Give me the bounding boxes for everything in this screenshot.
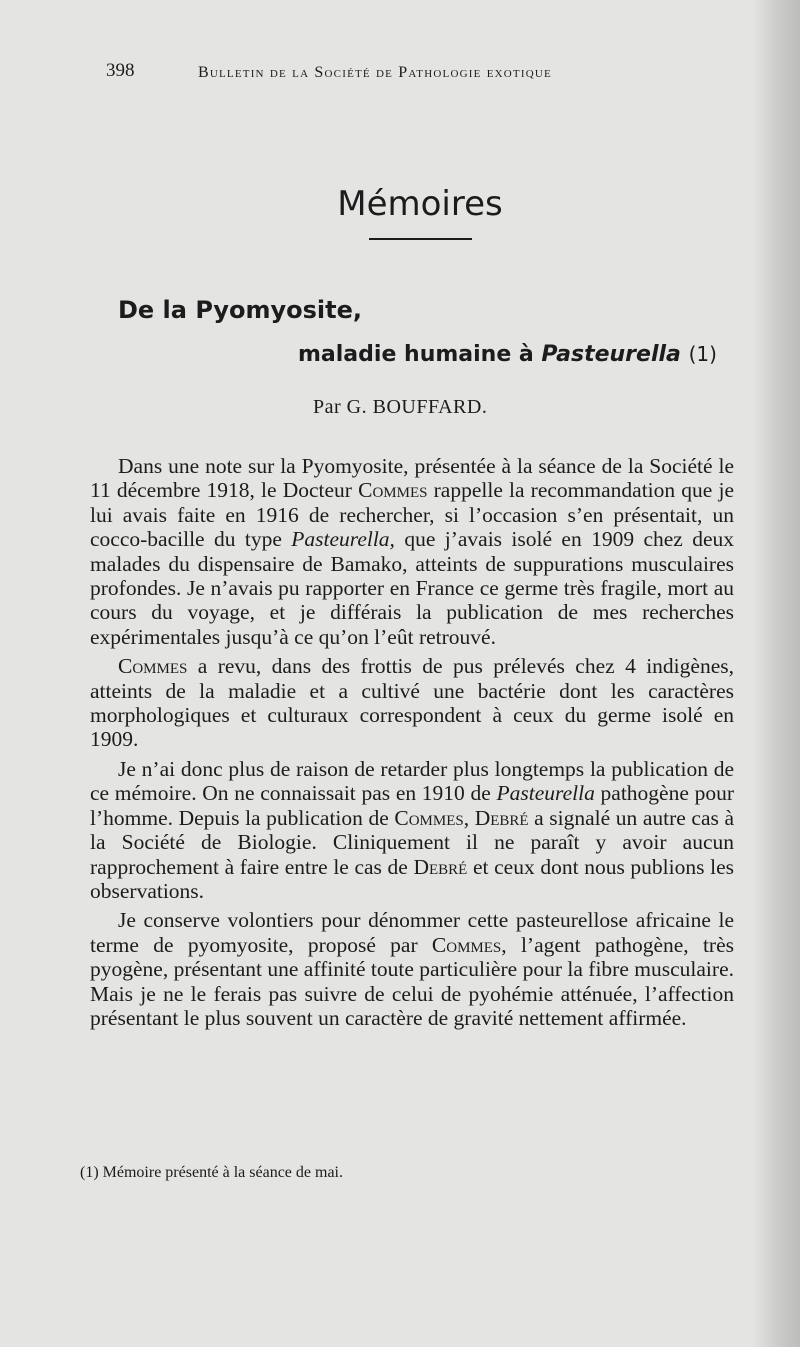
text-run: rappelle la recommandation que je lui avais faite en 1916 de rechercher, si l’occasion s’en présentait, un cocco-bacille du type: [90, 478, 734, 552]
footnote: (1) Mémoire présenté à la séance de mai.: [80, 1164, 343, 1181]
author-name: Debré: [413, 854, 468, 879]
text-run: a revu, dans des frottis de pus prélevés chez 4 indigènes, atteints de la maladie et a cultivé une bactérie dont les caractères morphologiques et culturaux correspondent à ceux du germe isolé en 1909.: [90, 654, 734, 752]
byline: Par G. BOUFFARD.: [313, 396, 488, 418]
title-rule: [369, 238, 472, 240]
author-name: Commes,: [431, 932, 507, 957]
text-run: Je conserve volontiers pour dénommer cette pasteurellose africaine le terme de pyomyosite, proposé par: [90, 908, 734, 957]
article-title-prefix: maladie humaine à: [298, 342, 542, 367]
text-run: et ceux dont nous publions les observations.: [90, 854, 735, 903]
page-number: 398: [106, 60, 135, 81]
article-body: [90, 454, 734, 1035]
footnote-ref: (1): [688, 342, 717, 366]
text-run: Je n’ai donc plus de raison de retarder plus longtemps la publication de ce mémoire. On ne connaissait pas en 1910 de: [90, 756, 734, 806]
paragraph-4: [90, 908, 734, 1030]
paragraph-3: [90, 757, 734, 903]
genus-name: Pasteurella: [496, 781, 595, 806]
article-title-line-2: [298, 342, 717, 367]
running-head: Bulletin de la Société de Pathologie exotique: [198, 64, 552, 81]
author-name: Commes: [358, 478, 428, 503]
author-name: Commes: [118, 654, 188, 679]
paragraph-2: [90, 654, 734, 752]
text-run: l’agent pathogène, très pyogène, présentant une affinité toute particulière pour la fibre musculaire. Mais je ne le ferais pas suivre de celui de pyohémie atténuée, l’affection présentant le plus souvent un caractère de gravité nettement affirmée.: [90, 932, 734, 1030]
genus-name: Pasteurella,: [291, 527, 395, 552]
text-run: pathogène pour l’homme. Depuis la publication de: [90, 781, 734, 830]
article-title-line-1: De la Pyomyosite,: [118, 296, 363, 324]
text-run: que j’avais isolé en 1909 chez deux malades du dispensaire de Bamako, atteints de suppurations musculaires profondes. Je n’avais pu rapporter en France ce germe très fragile, mort au cours du voyage, et je différais la publication de mes recherches expérimentales jusqu’à ce qu’on l’eût retrouvé.: [90, 527, 734, 649]
author-name: Debré: [474, 805, 529, 830]
paragraph-1: [90, 454, 734, 649]
author-name: Commes,: [394, 805, 470, 830]
text-run: Dans une note sur la Pyomyosite, présentée à la séance de la Société le 11 décembre 1918, le Docteur: [90, 454, 734, 503]
article-title-genus: Pasteurella: [541, 342, 681, 367]
section-title: Mémoires: [337, 184, 503, 224]
text-run: a signalé un autre cas à la Société de Biologie. Cliniquement il ne paraît y avoir aucun rapprochement à faire entre le cas de: [90, 805, 734, 879]
